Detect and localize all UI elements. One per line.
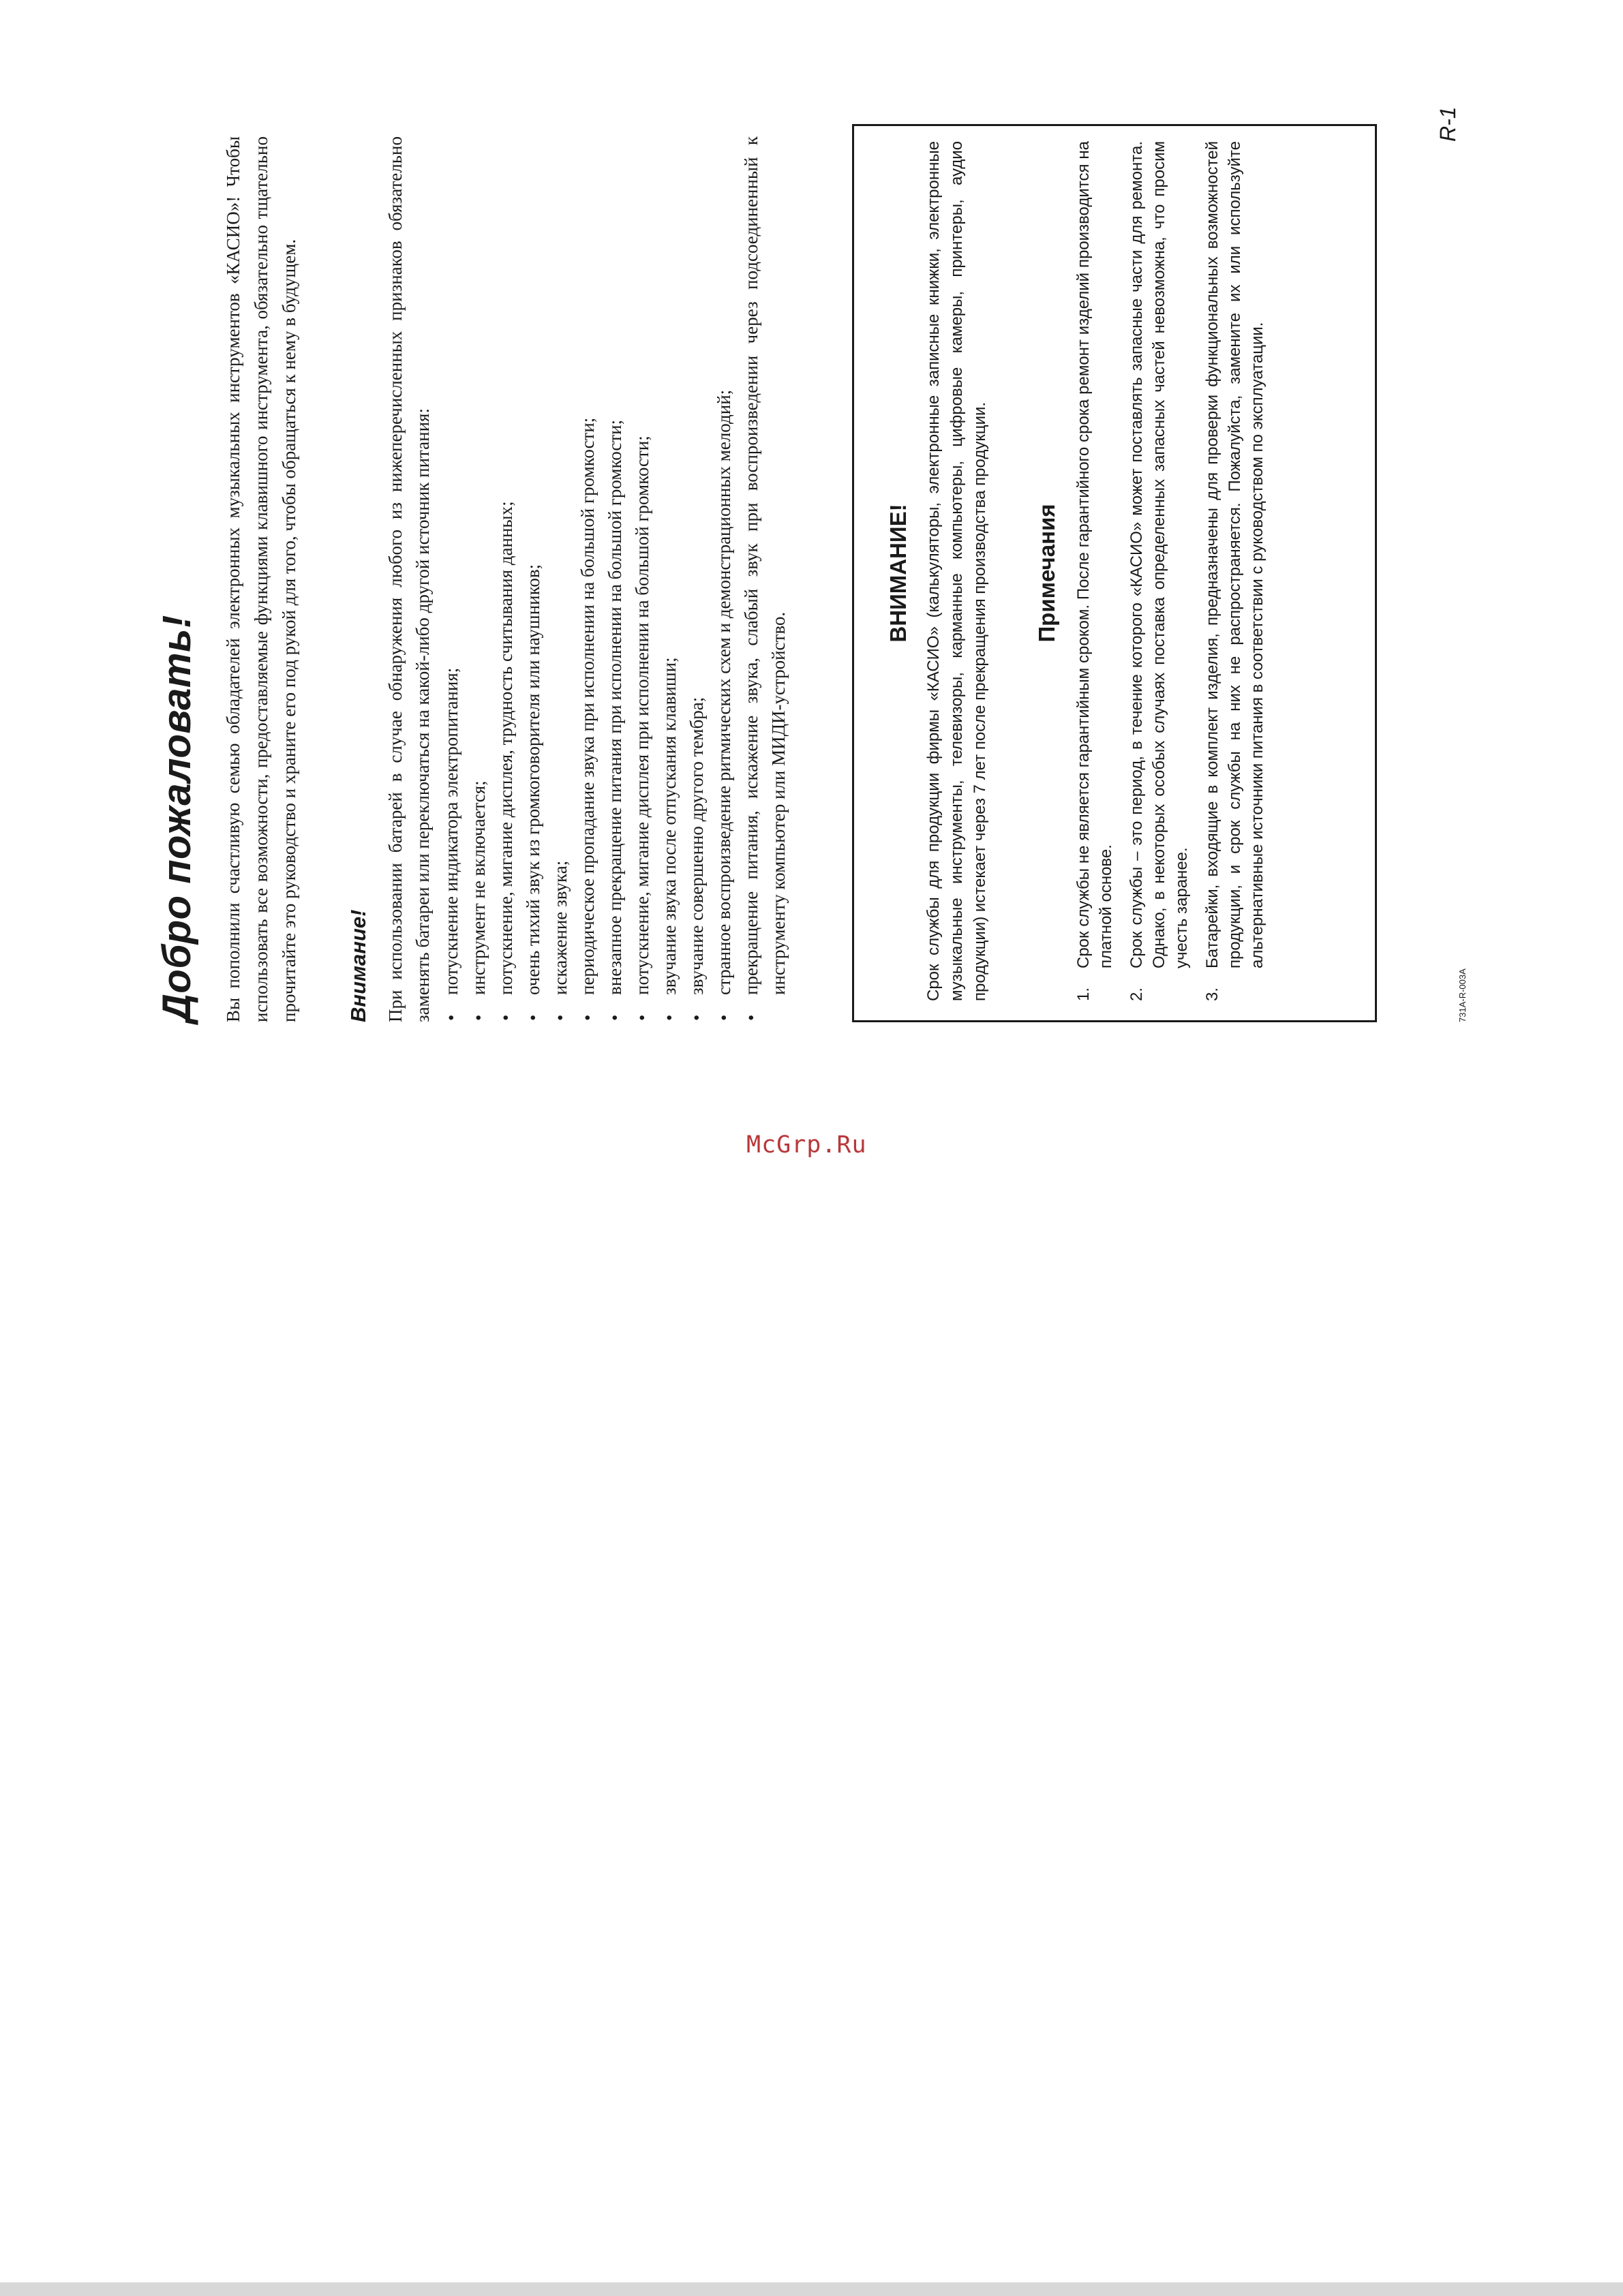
notice-title: ВНИМАНИЕ! <box>885 504 911 643</box>
list-item: • звучание звука после отпускания клавиши; <box>656 136 683 1022</box>
warning-intro: При использовании батарей в случае обнаружения любого из нижеперечисленных признаков обязательно заменять батареи или переключаться на какой-либо другой источник питания: <box>385 136 433 1022</box>
note-item <box>1125 141 1193 1001</box>
rotated-page-content <box>155 68 1468 1022</box>
list-item: • потускнение, мигание дисплея, трудность считывания данных; <box>492 136 519 1022</box>
note-text: Срок службы не является гарантийным сроком. После гарантийного срока ремонт изделий производится на платной основе. <box>1074 141 1115 968</box>
list-item: • периодическое пропадание звука при исполнении на большой громкости; <box>574 136 601 1022</box>
note-text: Срок службы – это период, в течение которого «КАСИО» может поставлять запасные части для ремонта. Однако, в некоторых особых случаях поставка определенных запасных частей невозможна, что просим учесть заранее. <box>1127 141 1191 968</box>
bottom-edge-strip <box>0 2282 1623 2296</box>
note-item <box>1072 141 1117 1001</box>
note-item <box>1201 141 1269 1001</box>
list-item: • прекращение питания, искажение звука, слабый звук при воспроизведении через подсоединенный к инструменту компьютер или МИДИ-устройство. <box>738 136 792 1022</box>
note-number: 3. <box>1203 987 1222 1001</box>
list-item: • внезапное прекращение питания при исполнении на большой громкости; <box>601 136 628 1022</box>
list-item: • очень тихий звук из громкоговорителя или наушников; <box>519 136 547 1022</box>
note-number: 2. <box>1127 987 1146 1001</box>
note-number: 1. <box>1074 987 1093 1001</box>
notes-list <box>1072 141 1277 1001</box>
note-text: Батарейки, входящие в комплект изделия, предназначены для проверки функциональных возможностей продукции, и срок службы на них не распространяется. Пожалуйста, замените их или используйте альтернативные источники питания в соответствии с руководством по эксплуатации. <box>1203 141 1266 968</box>
list-item: • странное воспроизведение ритмических схем и демонстрационных мелодий; <box>710 136 738 1022</box>
list-item: • искажение звука; <box>547 136 574 1022</box>
page-title: Добро пожаловать! <box>155 615 199 1022</box>
notes-title: Примечания <box>1034 504 1059 643</box>
watermark-text: McGrp.Ru <box>746 1131 867 1159</box>
list-item: • инструмент не включается; <box>465 136 492 1022</box>
document-code: 731A-R-003A <box>1457 968 1468 1022</box>
list-item: • звучание совершенно другого тембра; <box>683 136 710 1022</box>
service-life-notice-box <box>852 124 1377 1022</box>
page-number: R-1 <box>1436 106 1460 142</box>
list-item: • потускнение, мигание дисплея при исполнении на большой громкости; <box>628 136 656 1022</box>
intro-paragraph: Вы пополнили счастливую семью обладателей электронных музыкальных инструментов «КАСИО»! Чтобы использовать все возможности, предоставляемые функциями клавишного инструмента, обязательно тщательно прочитайте это руководство и храните его под рукой для того, чтобы обращаться к нему в будущем. <box>223 136 299 1022</box>
notice-body: Срок службы для продукции фирмы «КАСИО» (калькуляторы, электронные записные книжки, электронные музыкальные инструменты, телевизоры, карманные компьютеры, цифровые камеры, принтеры, аудио продукции) истекает через 7 лет после прекращения производства продукции. <box>924 141 989 1001</box>
list-item: • потускнение индикатора электропитания; <box>438 136 465 1022</box>
warning-heading: Внимание! <box>346 909 370 1022</box>
symptom-list <box>438 136 792 1022</box>
